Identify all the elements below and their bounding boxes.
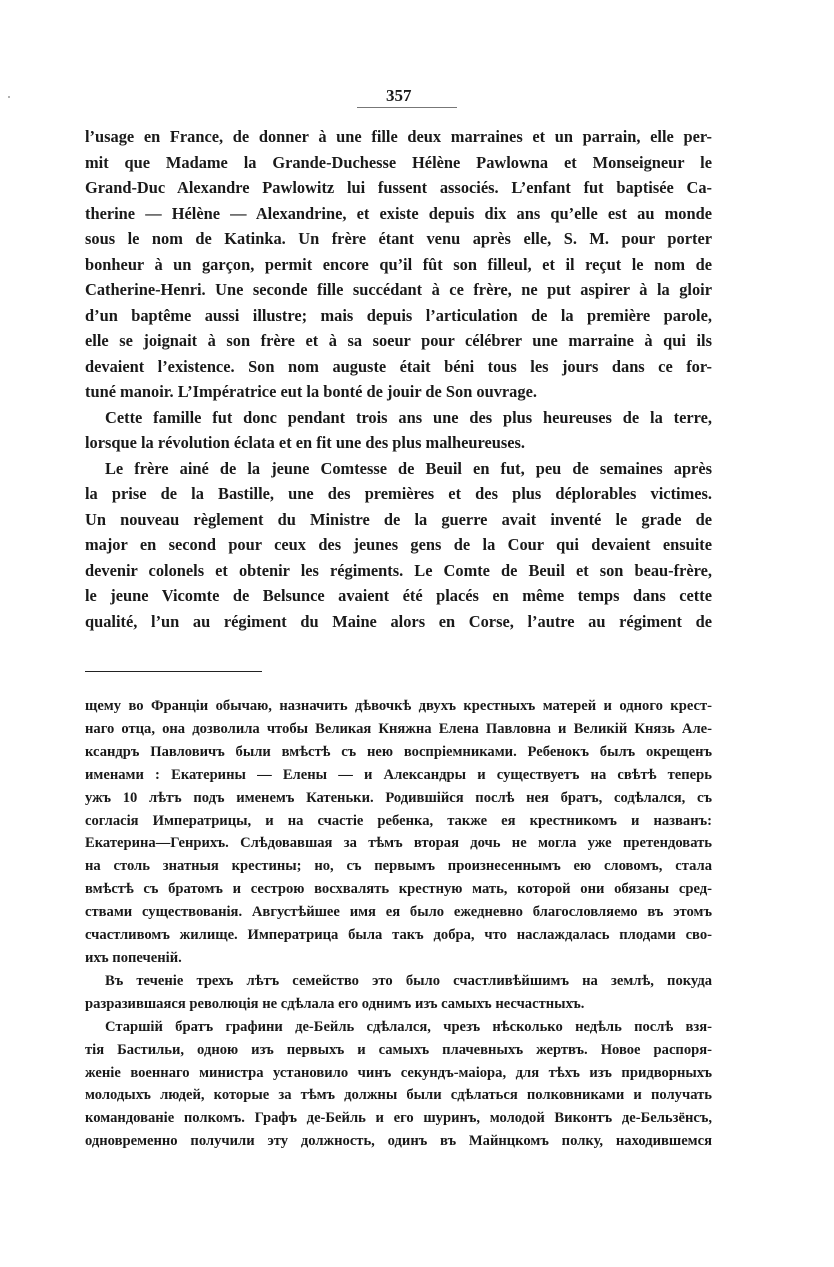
text-line: d’un baptême aussi illustre; mais depuis l’articulation de la première parole, xyxy=(85,305,712,325)
text-line: le jeune Vicomte de Belsunce avaient été placés en même temps dans cette xyxy=(85,586,712,605)
text-line: therine — Hélène — Alexandrine, et existe depuis dix ans qu’elle est au monde xyxy=(85,203,712,223)
text-line: ужъ 10 лѣтъ подъ именемъ Катеньки. Родившiйся послѣ нея братъ, содѣлался, съ xyxy=(85,789,712,806)
text-line: именами : Екатерины — Елены — и Александры и существуетъ на свѣтѣ теперь xyxy=(85,766,712,783)
text-line: qualité, l’un au régiment du Maine alors en Corse, l’autre au régiment de xyxy=(85,611,712,631)
text-line: l’usage en France, de donner à une fille deux marraines et un parrain, elle per- xyxy=(85,127,712,146)
page-number-rule xyxy=(357,107,457,108)
text-line: mit que Madame la Grande-Duchesse Hélène Pawlowna et Monseigneur le xyxy=(85,152,712,172)
text-line: одновременно получили эту должность, одинъ въ Майнцкомъ полку, находившемся xyxy=(85,1133,712,1150)
scan-speck xyxy=(8,96,10,98)
text-line: Un nouveau règlement du Ministre de la guerre avait inventé le grade de xyxy=(85,509,712,529)
page-number: 357 xyxy=(386,86,412,105)
text-line: согласiя Императрицы, и на счастiе ребенка, также ея крестникомъ и названъ: xyxy=(85,812,712,829)
text-line: женiе военнаго министра установило чинъ секундъ-маiора, для тѣхъ изъ придворныхъ xyxy=(85,1064,712,1081)
text-line: наго отца, она дозволила чтобы Великая Княжна Елена Павловна и Великiй Князь Але- xyxy=(85,720,712,737)
text-line: Le frère ainé de la jeune Comtesse de Beuil en fut, peu de semaines après xyxy=(105,458,712,478)
text-line: ихъ попеченiй. xyxy=(85,949,182,966)
main-text xyxy=(85,124,712,634)
text-line: Въ теченiе трехъ лѣтъ семейство это было счастливѣйшимъ на землѣ, покуда xyxy=(105,972,712,989)
text-line: на столь знатныя крестины; но, съ первымъ произнесеннымъ ею словомъ, стала xyxy=(85,858,712,875)
text-line: Catherine-Henri. Une seconde fille succédant à ce frère, ne put aspirer à la gloir xyxy=(85,280,712,299)
text-line: тiя Бастильи, одною изъ первыхъ и самыхъ плачевныхъ жертвъ. Новое распоря- xyxy=(85,1041,712,1058)
text-line: счастливомъ жилище. Императрица была такъ добра, что наслаждалась плодами сво- xyxy=(85,927,712,944)
text-line: командованiе полкомъ. Графъ де-Бейль и его шуринъ, молодой Виконтъ де-Бельзёнсъ, xyxy=(85,1110,712,1127)
text-line: разразившаяся революцiя не сдѣлала его однимъ изъ самыхъ несчастныхъ. xyxy=(85,995,585,1012)
footnote-text xyxy=(85,695,712,1153)
text-line: bonheur à un garçon, permit encore qu’il fût son filleul, et il reçut le nom de xyxy=(85,254,712,274)
text-line: elle se joignait à son frère et à sa soeur pour célébrer une marraine à qui ils xyxy=(85,331,712,350)
text-line: Екатерина—Генрихъ. Слѣдовавшая за тѣмъ вторая дочь не могла уже претендовать xyxy=(85,835,712,852)
text-line: ствами существованiя. Августѣйшее имя ея было ежедневно благословляемо въ этомъ xyxy=(85,904,712,921)
text-line: lorsque la révolution éclata et en fit une des plus malheureuses. xyxy=(85,433,525,452)
text-line: major en second pour ceux des jeunes gens de la Cour qui devaient ensuite xyxy=(85,535,712,554)
text-line: devenir colonels et obtenir les régiments. Le Comte de Beuil et son beau-frère, xyxy=(85,560,712,580)
text-line: молодыхъ людей, которые за тѣмъ должны были сдѣлаться полковниками и получать xyxy=(85,1087,712,1104)
text-line: Старшiй братъ графини де-Бейль сдѣлался, чрезъ нѣсколько недѣль послѣ взя- xyxy=(105,1018,712,1035)
footnote-separator xyxy=(85,671,262,672)
text-line: Cette famille fut donc pendant trois ans une des plus heureuses de la terre, xyxy=(105,407,712,427)
text-line: Grand-Duc Alexandre Pawlowitz lui fussent associés. L’enfant fut baptisée Ca- xyxy=(85,178,712,197)
text-line: devaient l’existence. Son nom auguste était béni tous les jours dans ce for- xyxy=(85,356,712,376)
text-line: tuné manoir. L’Impératrice eut la bonté de jouir de Son ouvrage. xyxy=(85,382,537,401)
text-line: sous le nom de Katinka. Un frère étant venu après elle, S. M. pour porter xyxy=(85,229,712,248)
text-line: ксандръ Павловичъ были вмѣстѣ съ нею воспрiемниками. Ребенокъ былъ окрещенъ xyxy=(85,743,712,760)
text-line: la prise de la Bastille, une des premières et des plus déplorables victimes. xyxy=(85,484,712,503)
text-line: щему во Францiи обычаю, назначить дѣвочкѣ двухъ крестныхъ матерей и одного крест- xyxy=(85,698,712,714)
text-line: вмѣстѣ съ братомъ и сестрою восхвалять крестную мать, которой они обязаны сред- xyxy=(85,881,712,898)
